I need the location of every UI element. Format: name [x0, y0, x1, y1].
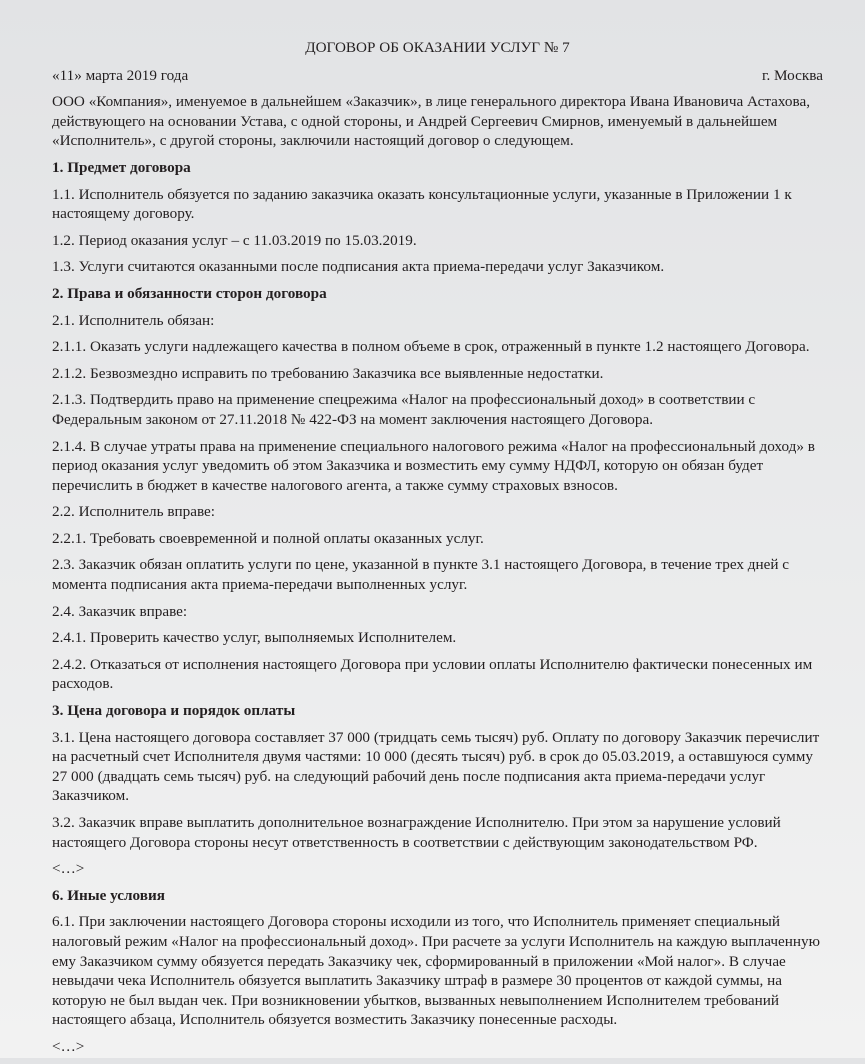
clause: 2.4.2. Отказаться от исполнения настоящего Договора при условии оплаты Исполнителю фактически понесенных им расходов.: [52, 655, 813, 693]
clause: 2.1.4. В случае утраты права на применение специального налогового режима «Налог на профессиональный доход» в период оказания услуг уведомить об этом Заказчика и возместить ему сумму НДФЛ, которую он обязан будет перечислить в бюджет в качестве налогового агента, а также сумму страховых взносов.: [52, 437, 815, 494]
omission-marker: <…>: [52, 1037, 85, 1055]
clause: 2.2.1. Требовать своевременной и полной оплаты оказанных услуг.: [52, 529, 484, 547]
section-heading: 1. Предмет договора: [52, 158, 191, 176]
contract-city: г. Москва: [761, 66, 823, 84]
clause: 6.1. При заключении настоящего Договора стороны исходили из того, что Исполнитель применяет специальный налоговый режим «Налог на профессиональный доход». При расчете за услуги Исполнитель на каждую выплаченную ему Заказчиком сумму обязуется передать Заказчику чек, сформированный в приложении «Мой налог». В случае невыдачи чека Исполнитель обязуется выплатить Заказчику штраф в размере 30 процентов от каждой суммы, на которую не был выдан чек. При возникновении убытков, вызванных невыполнением Исполнителем требований настоящего абзаца, Исполнитель обязуется возместить Заказчику понесенные расходы.: [52, 913, 820, 1029]
section-heading: 3. Цена договора и порядок оплаты: [52, 702, 296, 720]
contract-date: «11» марта 2019 года: [52, 66, 189, 84]
clause: 1.3. Услуги считаются оказанными после подписания акта приема-передачи услуг Заказчиком.: [52, 258, 665, 276]
omission-marker: <…>: [52, 860, 85, 878]
clause: 3.2. Заказчик вправе выплатить дополнительное вознаграждение Исполнителю. При этом за нарушение условий настоящего Договора стороны несут ответственность в соответствии с действующим законодательством РФ.: [52, 814, 781, 851]
section-heading: 2. Права и обязанности сторон договора: [52, 284, 327, 302]
clause: 2.1.3. Подтвердить право на применение спецрежима «Налог на профессиональный доход» в соответствии с Федеральным законом от 27.11.2018 № 422-ФЗ на момент заключения настоящего Договора.: [52, 391, 756, 428]
contract-document: [52, 38, 823, 1064]
clause: 3.1. Цена настоящего договора составляет 37 000 (тридцать семь тысяч) руб. Оплату по договору Заказчик перечислит на расчетный счет Исполнителя двумя частями: 10 000 (десять тысяч) руб. в срок до 05.03.2019, а оставшуюся сумму 27 000 (двадцать семь тысяч) руб. на следующий рабочий день после подписания акта приема-передачи услуг Заказчиком.: [52, 728, 820, 805]
date-place-row: [52, 66, 823, 86]
clause: 1.1. Исполнитель обязуется по заданию заказчика оказать консультационные услуги, указанные в Приложении 1 к настоящему договору.: [52, 185, 792, 223]
section-heading: 6. Иные условия: [52, 886, 165, 904]
preamble: ООО «Компания», именуемое в дальнейшем «Заказчик», в лице генерального директора Ивана Ивановича Астахова, действующего на основании Устава, с одной стороны, и Андрей Сергеевич Смирнов, именуемый в дальнейшем «Исполнитель», с другой стороны, заключили настоящий договор о следующем.: [52, 93, 811, 150]
clause: 2.2. Исполнитель вправе:: [52, 503, 215, 521]
clause: 2.3. Заказчик обязан оплатить услуги по цене, указанной в пункте 3.1 настоящего Договора, в течение трех дней с момента подписания акта приема-передачи выполненных услуг.: [52, 556, 790, 594]
clause: 2.4.1. Проверить качество услуг, выполняемых Исполнителем.: [52, 629, 457, 647]
clause: 2.1.2. Безвозмездно исправить по требованию Заказчика все выявленные недостатки.: [52, 364, 604, 382]
clause: 1.2. Период оказания услуг – с 11.03.2019 по 15.03.2019.: [52, 231, 417, 249]
clause: 2.4. Заказчик вправе:: [52, 602, 188, 620]
document-title: ДОГОВОР ОБ ОКАЗАНИИ УСЛУГ № 7: [305, 39, 570, 56]
clause: 2.1. Исполнитель обязан:: [52, 311, 215, 329]
clause: 2.1.1. Оказать услуги надлежащего качества в полном объеме в срок, отраженный в пункте 1.2 настоящего Договора.: [52, 338, 810, 356]
